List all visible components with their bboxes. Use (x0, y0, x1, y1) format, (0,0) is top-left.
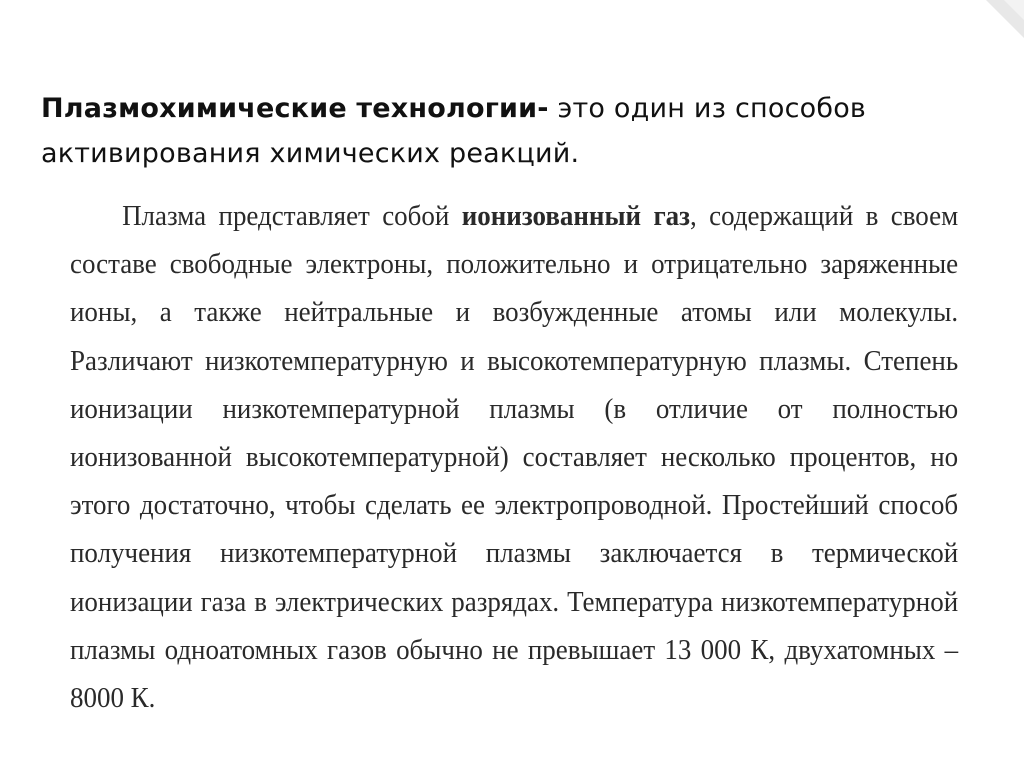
paragraph-text-start: Плазма представляет собой (122, 200, 462, 232)
page-corner-highlight (1004, 0, 1024, 20)
slide-heading (41, 86, 991, 176)
heading-term: Плазмохимические технологии- (41, 93, 549, 124)
paragraph-bold-term: ионизованный газ (461, 200, 691, 232)
heading-definition: это один из способов активирования химических реакций. (41, 93, 867, 169)
scanned-paragraph (70, 192, 958, 722)
paragraph-text-rest: , содержащий в своем составе свободные электроны, положительно и отрицательно заряженные ионы, а также нейтральные и возбужденные атомы или молекулы. Различают низкотемпературную и высокотемпературную плазмы. Степень ионизации низкотемпературной плазмы (в отличие от полностью ионизованной высокотемпературной) составляет несколько процентов, но этого достаточно, чтобы сделать ее электропроводной. Простейший способ получения низкотемпературной плазмы заключается в термической ионизации газа в электрических разрядах. Температура низкотемпературной плазмы одноатомных газов обычно не превышает 13 000 К, двухатомных – 8000 К. (70, 200, 959, 715)
